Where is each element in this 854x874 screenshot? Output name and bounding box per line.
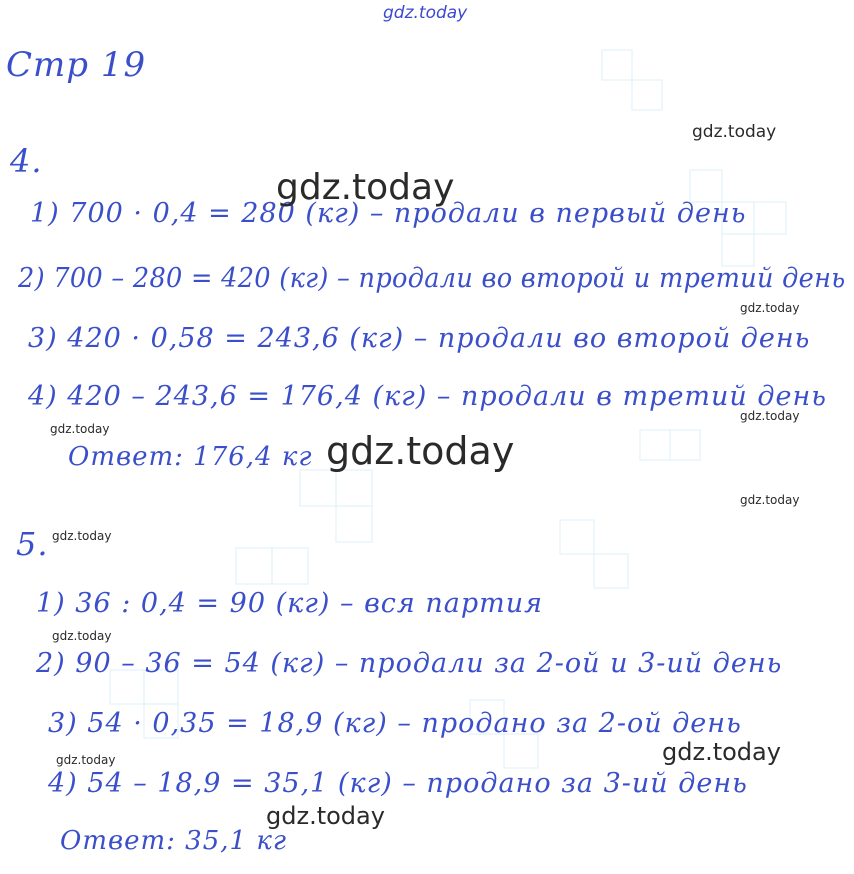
- watermark-top: gdz.today: [383, 3, 468, 23]
- problem-5-answer: Ответ: 35,1 кг: [60, 826, 287, 856]
- problem-4-answer: Ответ: 176,4 кг: [68, 442, 313, 472]
- problem-4-line-3: 3) 420 · 0,58 = 243,6 (кг) – продали во второй день: [28, 323, 811, 354]
- problem-4-line-1: 1) 700 · 0,4 = 280 (кг) – продали в первый день: [30, 198, 747, 229]
- problem-5-line-3: 3) 54 · 0,35 = 18,9 (кг) – продано за 2-ой день: [48, 708, 742, 739]
- watermark: gdz.today: [52, 629, 112, 643]
- problem-4-line-2: 2) 700 – 280 = 420 (кг) – продали во второй и третий день: [18, 263, 846, 294]
- page-label: Стр 19: [6, 45, 147, 85]
- watermark: gdz.today: [740, 493, 800, 507]
- watermark: gdz.today: [740, 409, 800, 423]
- watermark: gdz.today: [740, 301, 800, 315]
- problem-5-line-2: 2) 90 – 36 = 54 (кг) – продали за 2-ой и 3-ий день: [36, 648, 783, 679]
- watermark: gdz.today: [326, 429, 515, 473]
- watermark: gdz.today: [276, 167, 455, 208]
- watermark: gdz.today: [266, 802, 385, 830]
- problem-4-line-4: 4) 420 – 243,6 = 176,4 (кг) – продали в третий день: [28, 381, 827, 412]
- watermark: gdz.today: [50, 422, 110, 436]
- watermark: gdz.today: [56, 753, 116, 767]
- watermark: gdz.today: [662, 738, 781, 766]
- watermark: gdz.today: [692, 122, 777, 142]
- problem-4-number: 4.: [10, 142, 43, 180]
- problem-5-line-1: 1) 36 : 0,4 = 90 (кг) – вся партия: [36, 588, 544, 619]
- problem-5-line-4: 4) 54 – 18,9 = 35,1 (кг) – продано за 3-ий день: [48, 768, 748, 799]
- problem-5-number: 5.: [16, 525, 49, 563]
- watermark: gdz.today: [52, 529, 112, 543]
